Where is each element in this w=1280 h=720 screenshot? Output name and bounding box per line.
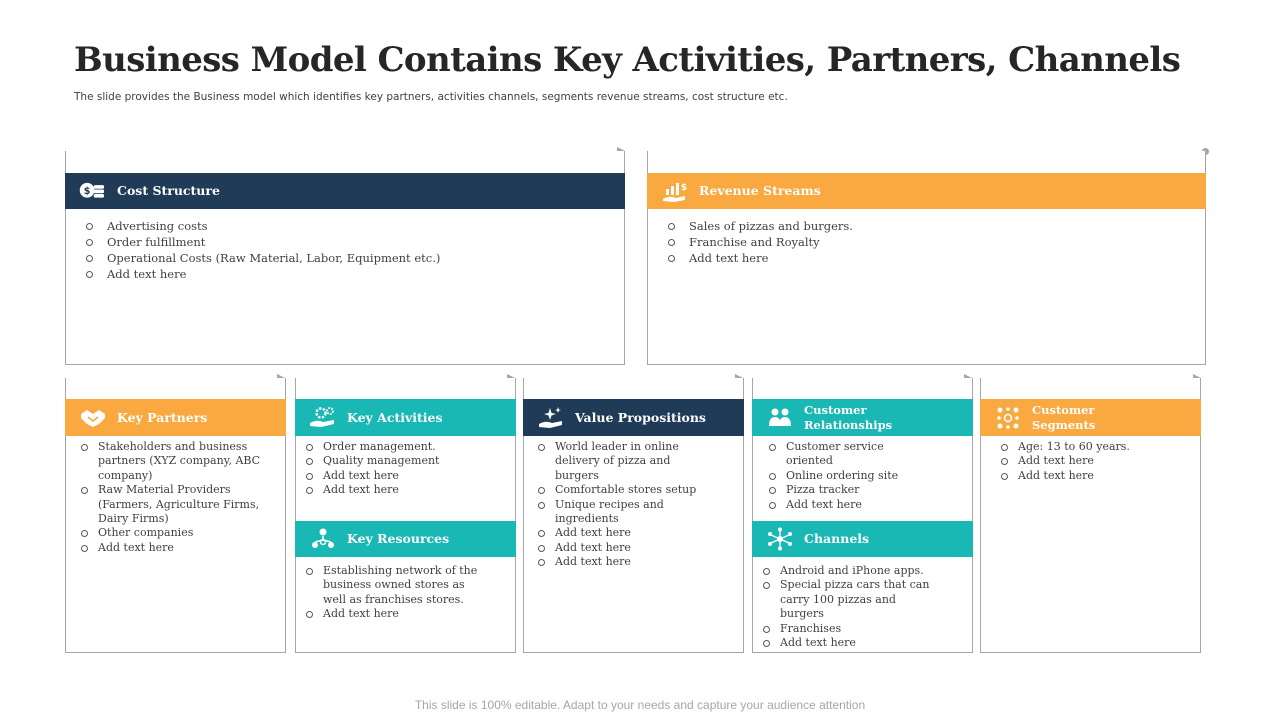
key-partners-header <box>65 399 286 436</box>
list-item: Add text here <box>537 555 707 569</box>
list-item: Order management. <box>305 440 510 454</box>
key-resources-list <box>305 564 480 622</box>
list-item: Add text here <box>1000 469 1190 483</box>
key-resources-header <box>295 521 516 557</box>
segments-grid-icon <box>994 406 1022 430</box>
value-propositions-header <box>523 399 744 436</box>
list-item: Add text here <box>537 541 707 555</box>
network-hub-icon <box>766 527 794 551</box>
customer-relationships-label: Customer Relationships <box>804 403 893 432</box>
revenue-streams-label: Revenue Streams <box>699 183 821 199</box>
cost-structure-header <box>65 173 625 209</box>
svg-text:$: $ <box>83 185 91 197</box>
list-item: Add text here <box>1000 454 1190 468</box>
list-item: Quality management <box>305 454 510 468</box>
key-partners-label: Key Partners <box>117 409 208 425</box>
list-item: Add text here <box>305 483 510 497</box>
people-group-icon <box>766 406 794 430</box>
customer-relationships-header <box>752 399 973 436</box>
list-item: Add text here <box>762 636 967 650</box>
hand-money-icon <box>661 179 689 203</box>
list-item: Add text here <box>85 266 605 282</box>
customer-relationships-list <box>768 440 963 512</box>
list-item: Establishing network of the business owned stores as well as franchises stores. <box>305 564 480 607</box>
channels-list <box>762 564 967 650</box>
list-item: Add text here <box>667 250 1187 266</box>
list-item: Add text here <box>768 498 963 512</box>
hand-gears-icon <box>309 406 337 430</box>
list-item: Add text here <box>305 469 510 483</box>
list-item: Operational Costs (Raw Material, Labor, Equipment etc.) <box>85 250 605 266</box>
page-title: Business Model Contains Key Activities, Partners, Channels <box>74 40 1181 80</box>
hand-sparkle-icon <box>537 406 565 430</box>
key-partners-list <box>80 440 280 555</box>
list-item: Android and iPhone apps. <box>762 564 967 578</box>
list-item: Raw Material Providers (Farmers, Agriculture Firms, Dairy Firms) <box>80 483 280 526</box>
list-item: Online ordering site <box>768 469 963 483</box>
list-item: Other companies <box>80 526 280 540</box>
value-propositions-label: Value Propositions <box>575 409 706 425</box>
channels-label: Channels <box>804 531 870 547</box>
svg-text:$: $ <box>680 183 688 193</box>
list-item: Pizza tracker <box>768 483 963 497</box>
list-item: Comfortable stores setup <box>537 483 707 497</box>
list-item: Advertising costs <box>85 218 605 234</box>
key-activities-header <box>295 399 516 436</box>
page-subtitle: The slide provides the Business model which identifies key partners, activities channels, segments revenue streams, cost structure etc. <box>74 91 788 103</box>
channels-header <box>752 521 973 557</box>
revenue-streams-list <box>667 218 1187 266</box>
footer-note: This slide is 100% editable. Adapt to your needs and capture your audience attention <box>414 698 866 712</box>
key-activities-label: Key Activities <box>347 409 443 425</box>
list-item: Sales of pizzas and burgers. <box>667 218 1187 234</box>
list-item: Unique recipes and ingredients <box>537 498 707 527</box>
cost-structure-list <box>85 218 605 282</box>
list-item: Franchise and Royalty <box>667 234 1187 250</box>
handshake-icon <box>79 406 107 430</box>
list-item: Age: 13 to 60 years. <box>1000 440 1190 454</box>
cost-structure-label: Cost Structure <box>117 183 220 199</box>
list-item: Add text here <box>305 607 480 621</box>
list-item: Add text here <box>80 541 280 555</box>
list-item: Add text here <box>537 526 707 540</box>
customer-segments-list <box>1000 440 1190 483</box>
list-item: Order fulfillment <box>85 234 605 250</box>
list-item: World leader in online delivery of pizza and burgers <box>537 440 707 483</box>
list-item: Special pizza cars that can carry 100 pizzas and burgers <box>762 578 942 621</box>
list-item: Franchises <box>762 622 967 636</box>
customer-segments-label: Customer Segments <box>1032 403 1096 432</box>
list-item: Customer service oriented <box>768 440 898 469</box>
key-resources-label: Key Resources <box>347 531 450 547</box>
key-activities-list <box>305 440 510 498</box>
list-item: Stakeholders and business partners (XYZ company, ABC company) <box>80 440 280 483</box>
revenue-streams-header <box>647 173 1206 209</box>
customer-segments-header <box>980 399 1201 436</box>
people-network-icon <box>309 527 337 551</box>
coins-dollar-icon <box>79 179 107 203</box>
value-propositions-list <box>537 440 707 570</box>
